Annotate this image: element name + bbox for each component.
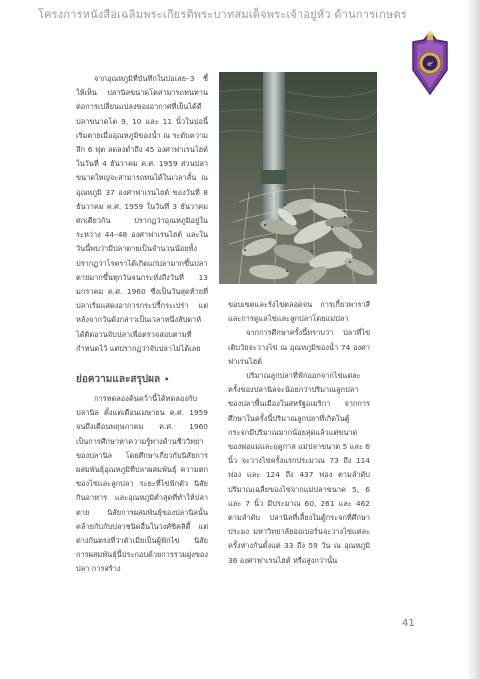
body-paragraph: จากการศึกษาครั้งนี้ทราบว่า ปลาที่ไข่เติบวัยจะวางไข่ ณ อุณหภูมิของน้ำ 74 องศาฟาเรนไฮต์ (228, 328, 370, 366)
royal-emblem-icon (407, 30, 453, 96)
fish-photo (219, 72, 377, 284)
body-paragraph: การทดลองค้นคว้านี้ได้ทดลองกับปลานิล ตั้งแต่เดือนเมษายน ค.ศ. 1959 จนถึงเดือนพฤษภาคม ค.ศ. 1960 เป็นการศึกษาหาความรู้ทางด้านชีววิทยาของปลานิล โดยศึกษาเกี่ยวกับนิสัยการผสมพันธุ์อุณหภูมิที่ปลาผสมพันธุ์ ความตกของไข่และลูกปลา ระยะที่ไข่ฟักตัว นิสัยกินอาหาร และอุณหภูมิต่ำสุดที่ทำให้ปลาตาย นิสัยการผสมพันธุ์ของปลานิลนั้นคล้ายกับกับปลาชนิดอื่นในวงศ์ซิคลิดี้ แต่ต่างกันตรงที่ว่าตัวเมียเป็นผู้ฟักไข่ นิสัยการผสมพันธุ์นี้ประกอบด้วยการรวมฝูงของปลา การสร้าง (76, 394, 208, 574)
left-column (76, 72, 208, 356)
bullet-icon: • (164, 375, 170, 384)
page-number: 41 (402, 618, 415, 629)
section-heading-text: ย่อความและสรุปผล (76, 374, 161, 385)
running-header: โครงการหนังสือเฉลิมพระเกียรติพระบาทสมเด็จพระเจ้าอยู่หัว ด้านการเกษตร (38, 8, 407, 21)
section-heading (76, 372, 208, 387)
body-paragraph: ปริมาณลูกปลาที่ฟักออกจากไข่แต่ละครั้งของปลานิลจะน้อยกว่าปริมาณลูกปลาของปลาพื้นเมืองในสหรัฐอเมริกา จากการศึกษาในครั้งนี้ปริมาณลูกปลาที่เกิดในตู้กระจกมีปริมาณมากน้อยสุดแล้วแต่ขนาดของพ่อแม่และฤดูกาล แม่ปลาขนาด 5 และ 6 นิ้ว จะวางไข่ครั้งแรกประมาณ 73 ถึง 114 ฟอง และ 124 ถึง 437 ฟอง ตามลำดับ ปริมาณเฉลี่ยของไข่จากแม่ปลาขนาด 5, 6 และ 7 นิ้ว มีประมาณ 60, 261 และ 462 ตามลำดับ ปลานิลที่เลี้ยงในตู้กระจกที่ศึกษาประมง มหาวิทยาลัยออเบอร์นจะวางไข่แต่ละครั้งห่างกันตั้งแต่ 33 ถึง 59 วัน ณ อุณหภูมิ 36 องศาฟาเรนไฮต์ หรือสูงกว่านั้น (228, 371, 370, 565)
body-paragraph: จากอุณหภูมิที่บันทึกในบ่อเลย–3 ชี้ให้เห็น ปลานิลขนาดโตสามารถทนทานต่อการเปลี่ยนแปลงของอากาศที่เย็นได้ดี ปลาขนาดโต 9, 10 และ 11 นิ้วในบ่อนี้ เริ่มตายเมื่ออุณหภูมิของน้ำ ณ ระดับความลึก 6 ฟุต ลดลงต่ำถึง 45 องศาฟาเรนไฮต์ในวันที่ 4 ธันวาคม ค.ศ. 1959 ส่วนปลาขนาดใหญ่จะสามารถทนได้ในเวลาสั้น ณ อุณหภูมิ 37 องศาฟาเรนไฮต์ ของวันที่ 8 ธันวาคม ค.ศ. 1959 ในวันที่ 3 ธันวาคมศกเดียวกัน ปรากฏว่าอุณหภูมิอยู่ในระหว่าง 44–48 องศาฟาเรนไฮต์ และในวันนี้พบว่ามีปลาตายเป็นจำนวนน้อยทั้งปรากฏว่าโรคราได้เกิดแก่ปลามากขึ้นปลาตายมากขึ้นทุกวันจนกระทั่งถึงวันที่ 13 มกราคม ค.ศ. 1960 ซึ่งเป็นวันสุดท้ายที่ปลาเริ่มแสดงอาการกระปรี้กระเปร่า แต่หลังจากวันดังกล่าวเป็นเวลาหนึ่งสัปดาห์ ได้ติดอวนจับปลาเพื่อตรวจสอบตามที่กำหนดไว้ แต่ปรากฏว่าจับปลาไม่ได้เลย (76, 74, 208, 353)
svg-text:๙: ๙ (427, 59, 433, 68)
left-column-continued (76, 392, 208, 577)
body-paragraph: ขอบเขตและรังไข่ตลอดจน การเกี้ยวพาราสีและการดูแลไข่และลูกปลาโดยแม่ปลา (228, 300, 370, 324)
page-edge-shadow (466, 0, 480, 679)
right-column (228, 298, 370, 568)
